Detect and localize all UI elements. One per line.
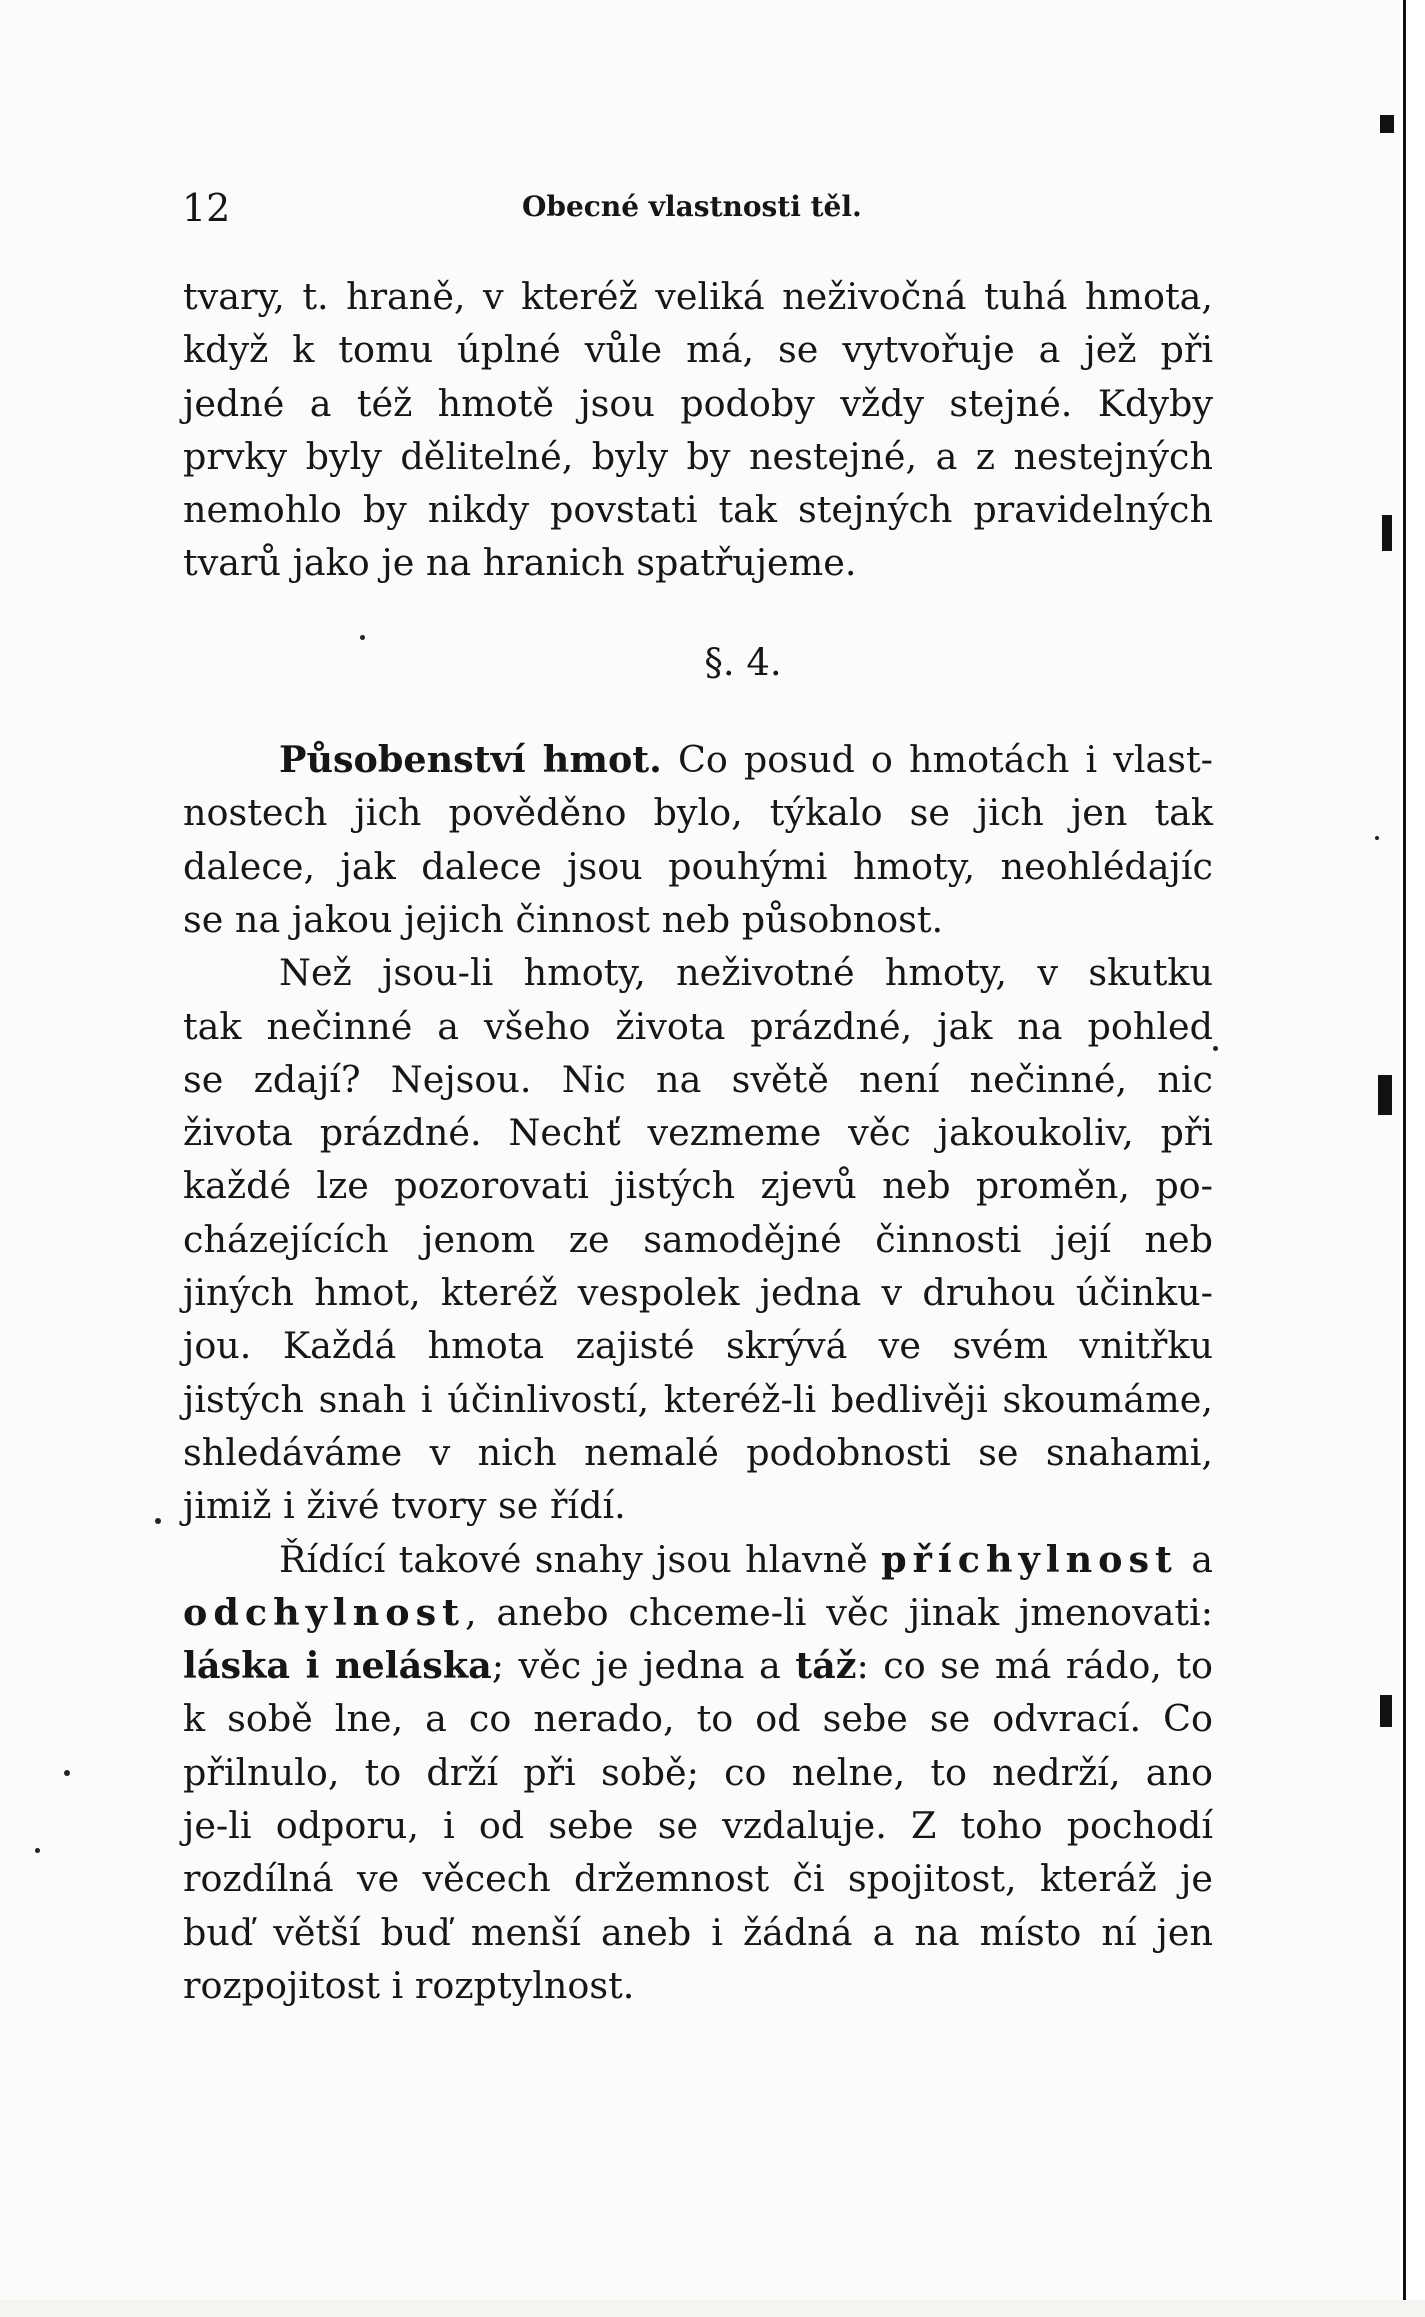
scan-border-bottom [0, 2300, 1425, 2317]
text-line: nostech jich pověděno bylo, týkalo se jich jen tak [183, 791, 1213, 835]
text-line: jiných hmot, kteréž vespolek jedna v druhou účinku- [183, 1271, 1213, 1315]
text-line: jistých snah i účinlivostí, kteréž-li bedlivěji skoumáme, [183, 1377, 1213, 1421]
body-text [183, 270, 1213, 2012]
text-line: rozdílná ve věcech držemnost či spojitost, kteráž je [183, 1857, 1213, 1901]
scan-speck [1213, 1046, 1218, 1051]
text-line: jimiž i živé tvory se řídí. [183, 1484, 626, 1528]
scan-edge-mark [1380, 115, 1394, 133]
text-line: Než jsou-li hmoty, neživotné hmoty, v skutku [279, 951, 1213, 995]
paragraph-2 [183, 946, 1213, 1532]
section-number: §. 4. [704, 640, 782, 684]
text-line: jedné a též hmotě jsou podoby vždy stejné. Kdyby [183, 381, 1213, 425]
text-line: shledáváme v nich nemalé podobnosti se snahami, [183, 1430, 1213, 1474]
text-run: Řídící takové snahy jsou hlavně [279, 1537, 882, 1581]
text-line: je-li odporu, i od sebe se vzdaluje. Z toho pochodí [183, 1804, 1213, 1848]
text-line [183, 733, 1213, 786]
scan-speck [155, 1518, 161, 1524]
section-heading: Působenství hmot. [279, 738, 662, 782]
text-run: ; věc je jedna a [491, 1644, 796, 1688]
text-line: buď větší buď menší aneb i žádná a na místo ní jen [183, 1910, 1213, 1954]
text-line: rozpojitost i rozptylnost. [183, 1963, 635, 2007]
emphasized-term: příchylnost [881, 1537, 1178, 1581]
text-line: života prázdné. Nechť vezmeme věc jakoukoliv, při [183, 1111, 1213, 1155]
text-line: dalece, jak dalece jsou pouhými hmoty, neohlédajíc [183, 844, 1213, 888]
text-line: přilnulo, to drží při sobě; co nelne, to nedrží, ano [183, 1750, 1213, 1794]
text-line: nemohlo by nikdy povstati tak stejných pravidelných [183, 488, 1213, 532]
text-line: se zdají? Nejsou. Nic na světě není nečinné, nic [183, 1057, 1213, 1101]
scan-edge-mark [1380, 1695, 1392, 1727]
text-line: k sobě lne, a co nerado, to od sebe se odvrací. Co [183, 1697, 1213, 1741]
text-line: když k tomu úplné vůle má, se vytvořuje a jež při [183, 328, 1213, 372]
emphasized-term: láska i neláska [183, 1644, 492, 1688]
text-line [183, 1533, 1213, 1586]
scan-speck [35, 1848, 40, 1853]
scan-speck [1375, 836, 1379, 840]
text-line: jou. Každá hmota zajisté skrývá ve svém vnitřku [183, 1324, 1213, 1368]
text-line: tak nečinné a všeho života prázdné, jak na pohled [183, 1004, 1213, 1048]
paragraph-3 [183, 1533, 1213, 2013]
text-run: : co se má rádo, to [856, 1644, 1213, 1688]
emphasized-term: odchylnost [183, 1590, 465, 1634]
text-run: , anebo chceme-li věc jinak jmenovati: [465, 1590, 1213, 1634]
text-run: a [1177, 1537, 1213, 1581]
paragraph-top [183, 270, 1213, 590]
scan-edge-mark [1382, 515, 1392, 551]
text-run: Co posud o hmotách i vlast- [677, 738, 1214, 782]
scan-border-right [1400, 0, 1425, 2317]
scan-speck [64, 1770, 70, 1776]
paragraph-1 [183, 733, 1213, 946]
text-line: tvary, t. hraně, v kteréž veliká neživočná tuhá hmota, [183, 275, 1213, 318]
text-line [183, 1639, 1213, 1692]
running-title: Obecné vlastnosti těl. [522, 190, 862, 223]
text-line: tvarů jako je na hranich spatřujeme. [183, 541, 857, 585]
page-header [182, 178, 1182, 238]
text-line: se na jakou jejich činnost neb působnost. [183, 897, 944, 941]
text-line: každé lze pozorovati jistých zjevů neb proměn, po- [183, 1164, 1213, 1208]
text-line: cházejících jenom ze samodějné činnosti její neb [183, 1217, 1213, 1261]
text-line [183, 1586, 1213, 1639]
scan-speck [360, 635, 365, 640]
page-number: 12 [182, 186, 231, 230]
scan-border-line [1403, 0, 1406, 2317]
emphasized-term: táž [795, 1644, 857, 1688]
text-line: prvky byly dělitelné, byly by nestejné, a z nestejných [183, 434, 1213, 478]
scan-edge-mark [1378, 1075, 1392, 1115]
